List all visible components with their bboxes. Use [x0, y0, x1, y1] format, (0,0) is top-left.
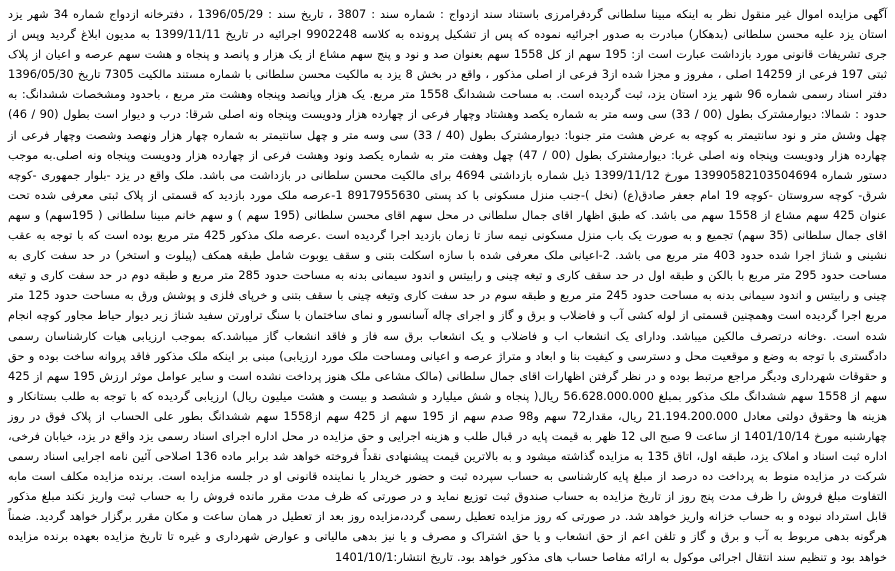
- notice-body-text: آگهی مزایده اموال غیر منقول نظر به اینکه مبینا سلطانی گردفرامرزی باستناد سند ازدواج : شماره سند : 3807 ، تاریخ سند : 1396/05/29 ، دفترخانه ازدواج شماره 34 شهر یزد استان یزد علیه محسن سلطانی (بدهکار) مبادرت به صدور اجرائیه نموده که پس از تشکیل پرونده به کلاسه 9902248 اجرائیه در تاریخ 1399/11/11 به مدیون ابلاغ گردید وپس از جری تشریفات قانونی مورد بازداشت عبارت است از: 195 سهم از کل 1558 سهم بعنوان صد و نود و پنج سهم مشاع از یک هزار و پانصد و پنجاه و هشت سهم عرصه و اعیان از پلاک ثبتی 197 فرعی از 14259 اصلی ، مفروز و مجزا شده از3 فرعی از اصلی مذکور ، واقع در بخش 8 یزد به مالکیت محسن سلطانی با شماره مستند مالکیت 7305 تاریخ 1396/05/30 دفتر اسناد رسمی شماره 96 شهر یزد استان یزد، ثبت گردیده است. به مساحت ششدانگ 1558 متر مربع. یک هزار وپانصد وپنجاه وهشت متر مربع ، باحدود ومشخصات ششدانگ: به حدود : شمالا: دیوارمشترک بطول (00 / 33) سی وسه متر به شماره یکصد وهشتاد وچهار فرعی از چهارده هزار ودویست وپنجاه ونه اصلی شرقا: درب و دیوار است بطول (90 / 46) چهل وشش متر و نود سانتیمتر به کوچه به عرض هشت متر جنوبا: دیوارمشترک بطول (40 / 33) سی وسه متر و چهل سانتیمتر به شماره چهار هزار ونهصد وشصت وچهار فرعی از چهارده هزار ودویست وپنجاه ونه اصلی غربا: دیوارمشترک بطول (00 / 47) چهل وهفت متر به شماره یکصد ونود وهشت فرعی از چهارده هزار ودویست وپنجاه ونه اصلی.به موجب دستور شماره 13990582103504694 مورخ 1399/11/12 ذیل شماره بازداشتی 4694 برای مالکیت محسن سلطانی در بازداشت می باشد. ملک واقع در یزد -بلوار جمهوری -کوچه شرق- کوچه سروستان -کوچه 19 امام جعفر صادق(ع) (نخل )-جنب منزل مسکونی با کد پستی 8917955630 1-عرصه ملک مورد بازدید که قسمتی از پلاک ثبتی معرفی شده تحت عنوان 425 سهم مشاع از 1558 سهم می باشد. که طبق اظهار اقای جمال سلطانی در محل سهم اقای محسن سلطانی (195 سهم ) و سهم خانم مبینا سلطانی ( 195سهم) و سهم اقای جمال سلطانی (35 سهم) تجمیع و به صورت یک باب منزل مسکونی نیمه ساز تا زمان بازدید اجرا گردیده است .عرصه ملک مذکور 425 متر مربع بوده است که با توجه به عقب نشینی و شناژ اجرا شده حدود 403 متر مربع می باشد. 2-اعیانی ملک معرفی شده با سازه اسکلت بتنی و سقف یوبوت شامل طبقه همکف (پیلوت و استخر) در حد سفت کاری به مساحت حدود 295 متر مربع با بالکن و طبقه اول در حد سقف کاری و تیغه چینی و رابیتس و اندود سیمانی بدنه به مساحت حدود 285 متر مربع و طبقه دوم در حد سفت کاری و تیغه چینی و رابیتس و اندود سیمانی بدنه به مساحت حدود 245 متر مربع و طبقه سوم در حد سفت کاری وتیغه چینی با سقف بتنی و خرپای فلزی و پوشش ورق به مساحت حدود 125 متر مربع اجرا گردیده است وهمچنین قسمتی از لوله کشی آب و فاضلاب و برق و گاز و اجرای چاله آسانسور و نمای ساختمان با سنگ تراورتن سفید شناژ زیر دیوار حیاط مجاور کوچه انجام شده است. .وخانه درتصرف مالکین میباشد. ودارای یک انشعاب اب و فاضلاب و یک انشعاب برق سه فاز و فاقد انشعاب گاز میباشد.که بموجب ارزیابی هیات کارشناسان رسمی دادگستری با توجه به وضع و موقعیت محل و دسترسی و کیفیت بنا و ابعاد و متراژ عرصه و اعیانی ومساحت ملک مورد ارزیابی) مبنی بر اینکه ملک مذکور فاقد پروانه ساخت بوده و حق و حقوقات شهرداری ودیگر مراجع مرتبط بوده و در نظر گرفتن اظهارات اقای جمال سلطانی (مالک مشاعی ملک هنوز پرداخت نشده است و سایر عوامل موثر ارزش 195 سهم از 425 سهم از 1558 سهم ششدانگ ملک مذکور بمبلغ 56.628.000.000 ریال( پنجاه و شش میلیارد و ششصد و بیست و هشت میلیون ریال) ارزیابی گردیده که با توجه به طلب بستانکار و هزینه ها وحقوق دولتی معادل 21.194.200.000 ریال، مقدار72 سهم و98 صدم سهم از 195 سهم از 425 سهم از1558 سهم ششدانگ بطور علی الحساب از پلاک فوق در روز چهارشنبه مورخ 1401/10/14 از ساعت 9 صبح الی 12 ظهر به قیمت پایه در قبال طلب و هزینه اجرایی و حق مزایده در محل اداره اجرای اسناد رسمی یزد واقع در یزد، خیابان فرخی، اداره ثبت اسناد و املاک یزد، طبقه اول، اتاق 135 به مزایده گذاشته میشود و به بالاترین قیمت پیشنهادی نقداً فروخته خواهد شد برابر ماده 136 اصلاحی آئین نامه اجرایی اسناد رسمی شرکت در مزایده منوط به پرداخت ده درصد از مبلغ پایه کارشناسی به حساب سپرده ثبت و حضور خریدار یا نماینده قانونی او در جلسه مزایده است. برنده مزایده مکلف است مابه التفاوت مبلغ فروش را ظرف مدت پنج روز از تاریخ مزایده به حساب صندوق ثبت توزیع نماید و در صورتی که ظرف مدت مقرر مانده فروش را به حساب ثبت واریز نکند مبلغ مذکور قابل استرداد نبوده و به حساب خزانه واریز خواهد شد. در صورتی که روز مزایده تعطیل رسمی گردد،مزایده روز بعد از تعطیل در همان ساعت و مکان مقرر برگزار خواهد گردید. ضمناً هرگونه بدهی مربوط به آب و برق و گاز و تلفن اعم از حق انشعاب و یا حق اشتراک و مصرف و یا نیز بدهی مالیاتی و عوارض شهرداری و غیره تا تاریخ مزایده بعهده برنده مزایده خواهد بود و تنظیم سند انتقال اجرائی موکول به ارائه مفاصا حساب های مذکور خواهد بود. تاریخ انتشار:1401/10/1: [8, 7, 888, 564]
